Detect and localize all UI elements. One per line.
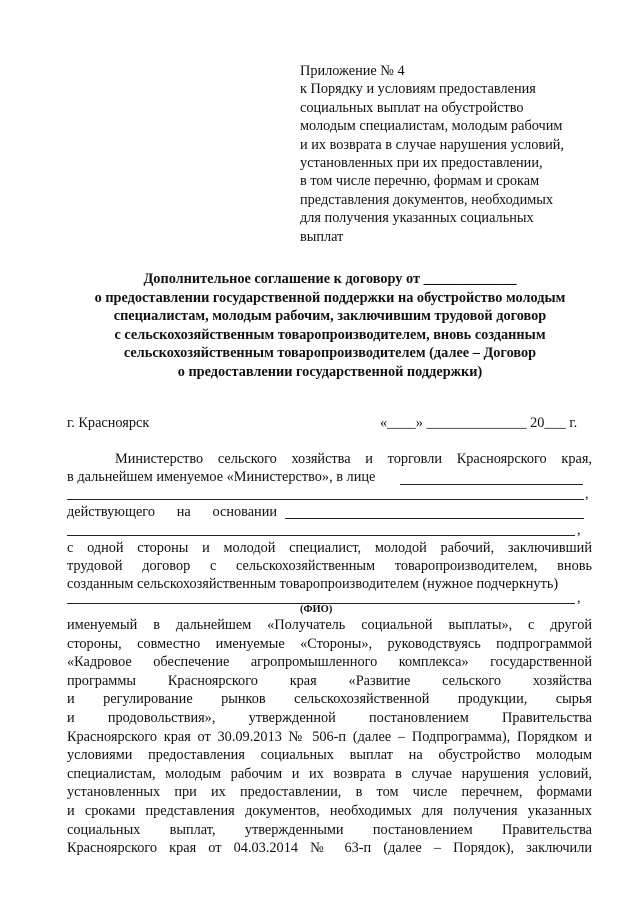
body-line: специалистам, молодым рабочим и их возврата в случае нарушения условий, [67,765,592,782]
title-line: о предоставлении государственной поддержки на обустройство молодым [94,289,566,306]
body-line: Красноярского края от 04.03.2014 № 63-п (далее – Порядок), заключили [67,840,592,857]
body-line: и регулирование рынков сельскохозяйственной продукции, сырья [67,691,592,708]
ministry-line-2: в дальнейшем именуемое «Министерство», в лице [67,469,376,485]
agreement-title [60,270,600,381]
representative-blank-2 [67,499,584,500]
comma: , [585,486,589,502]
body-line: и сроками представления документов, необходимых для получения указанных [67,802,592,819]
appendix-line: Приложение № 4 [300,63,405,79]
body-line: установленных при их предоставлении, в том числе перечнем, формами [67,784,592,801]
comma: , [577,590,581,606]
basis-blank [285,518,584,519]
appendix-line: молодым специалистам, молодым рабочим [300,118,563,135]
body-line: социальных выплат, утвержденными постановлением Правительства [67,821,592,838]
body-line: именуемый в дальнейшем «Получатель социальной выплаты», с другой [67,617,592,633]
basis-blank-2 [67,535,575,536]
party2-line-2: трудовой договор с сельскохозяйственным товаропроизводителем, вновь [67,558,592,574]
ministry-line-1: Министерство сельского хозяйства и торговли Красноярского края, [115,451,592,467]
fio-label: (ФИО) [300,604,333,615]
agreement-body [67,616,592,858]
party2-line-1: с одной стороны и молодой специалист, молодой рабочий, заключивший [67,540,592,556]
body-line: Красноярского края от 30.09.2013 № 506-п (далее – Подпрограмма), Порядком и [67,728,592,745]
place-of-signing: г. Красноярск [67,415,150,431]
appendix-line: выплат [300,228,344,245]
body-line: и продовольствия», утвержденной постановлением Правительства [67,709,592,726]
acting-on-basis-label: действующего на основании [67,504,277,520]
title-line: Дополнительное соглашение к договору от _____________ [143,271,517,287]
title-line: специалистам, молодым рабочим, заключившим трудовой договор [113,308,547,324]
appendix-line: для получения указанных социальных [300,210,534,227]
appendix-line: и их возврата в случае нарушения условий, [300,136,564,153]
body-line: «Кадровое обеспечение агропромышленного комплекса» государственной [67,654,592,671]
title-line: сельскохозяйственным товаропроизводителем (далее – Договор [123,345,537,361]
body-line: условиями предоставления социальных выплат на обустройство молодым [67,747,592,764]
title-line: о предоставлении государственной поддержки) [177,363,483,380]
appendix-line: к Порядку и условиям предоставления [300,81,536,98]
appendix-line: представления документов, необходимых [300,191,554,208]
date-field: «____» ______________ 20___ г. [380,415,578,431]
appendix-line: в том числе перечню, формам и срокам [300,173,540,190]
appendix-line: установленных при их предоставлении, [300,155,543,172]
comma: , [577,522,581,538]
body-line: стороны, совместно именуемые «Стороны», руководствуясь подпрограммой [67,635,592,652]
representative-blank [400,484,583,485]
title-line: с сельскохозяйственным товаропроизводителем, вновь созданным [114,326,546,343]
party2-line-3: созданным сельскохозяйственным товаропроизводителем (нужное подчеркнуть) [67,576,559,592]
body-line: программы Красноярского края «Развитие сельского хозяйства [67,672,592,689]
appendix-line: социальных выплат на обустройство [300,99,524,116]
appendix-header [300,62,610,246]
